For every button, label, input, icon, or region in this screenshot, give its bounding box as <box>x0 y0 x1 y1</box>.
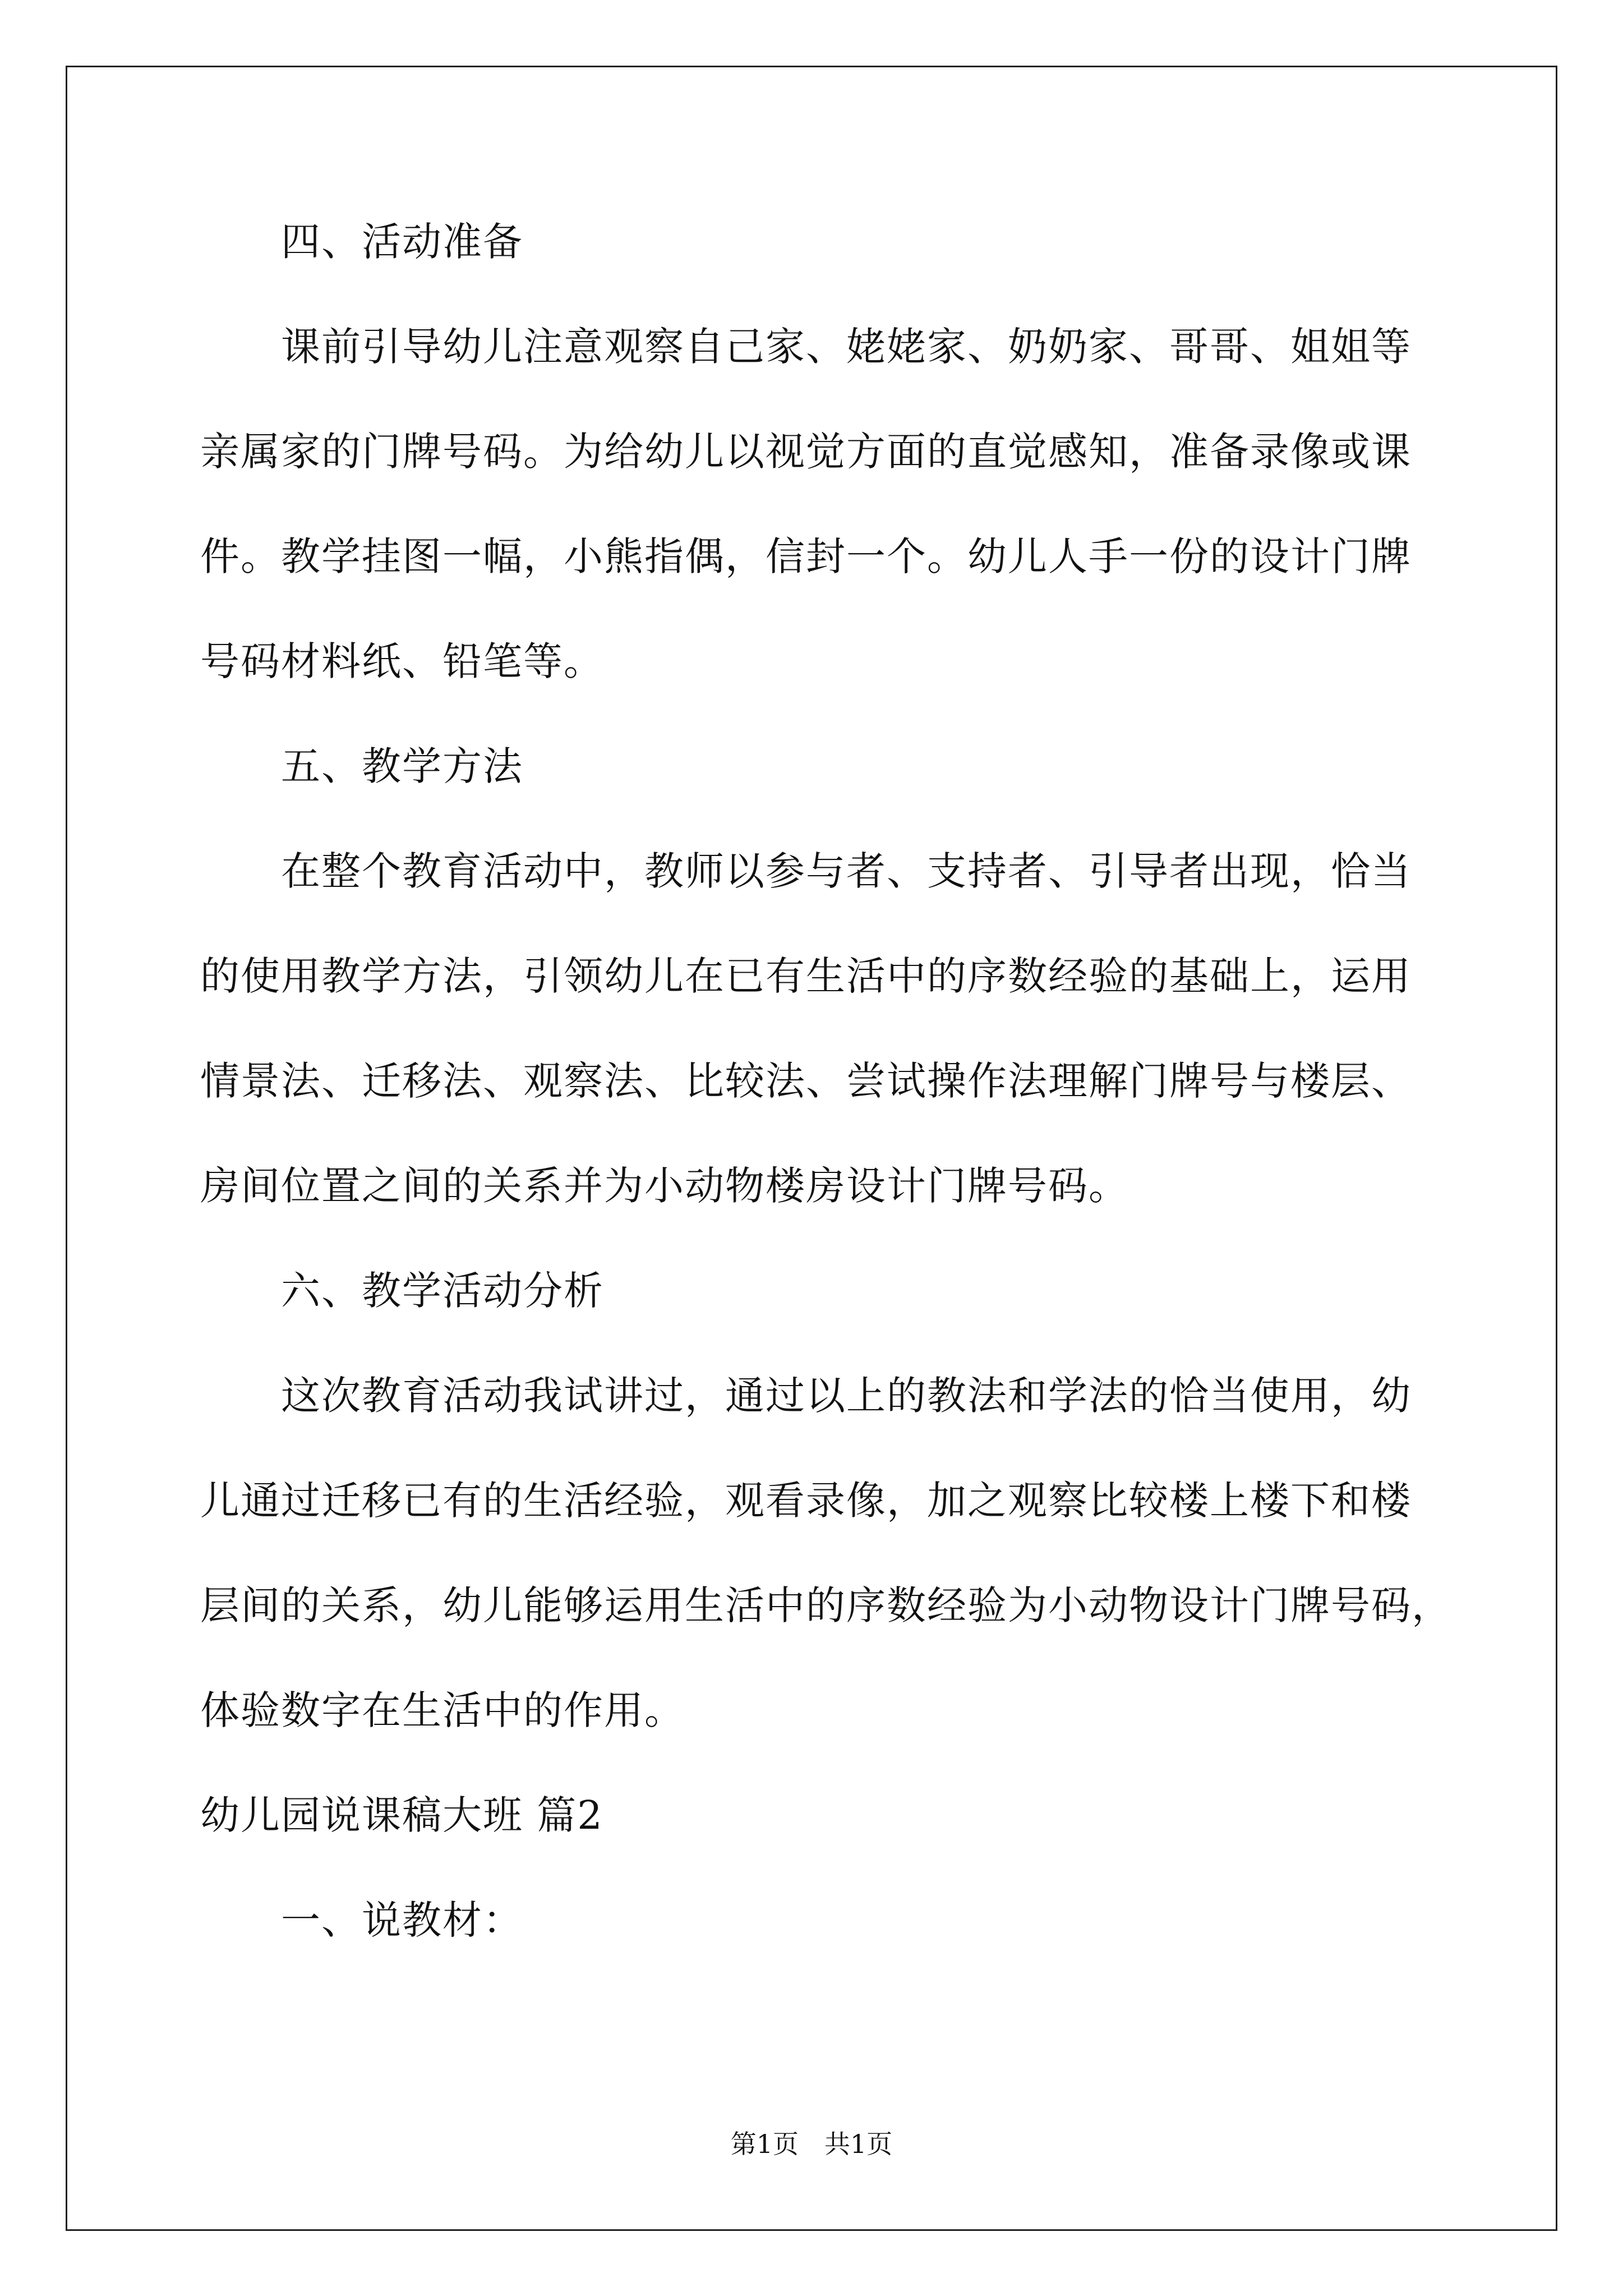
paragraph-line: 层间的关系，幼儿能够运用生活中的序数经验为小动物设计门牌号码， <box>200 1582 1452 1628</box>
article-title: 幼儿园说课稿大班 篇2 <box>200 1792 603 1838</box>
paragraph-line: 件。教学挂图一幅，小熊指偶，信封一个。幼儿人手一份的设计门牌 <box>200 533 1412 579</box>
paragraph-line: 在整个教育活动中，教师以参与者、支持者、引导者出现，恰当 <box>281 848 1412 894</box>
paragraph-line: 体验数字在生活中的作用。 <box>200 1687 685 1733</box>
paragraph-line: 情景法、迁移法、观察法、比较法、尝试操作法理解门牌号与楼层、 <box>200 1058 1412 1104</box>
paragraph-line: 号码材料纸、铅笔等。 <box>200 638 604 684</box>
paragraph-line: 课前引导幼儿注意观察自己家、姥姥家、奶奶家、哥哥、姐姐等 <box>281 324 1412 370</box>
section-heading-5: 五、教学方法 <box>281 743 523 789</box>
section-heading-1: 一、说教材： <box>281 1897 523 1943</box>
paragraph-line: 儿通过迁移已有的生活经验，观看录像，加之观察比较楼上楼下和楼 <box>200 1478 1412 1524</box>
section-heading-4: 四、活动准备 <box>281 219 523 265</box>
paragraph-line: 亲属家的门牌号码。为给幼儿以视觉方面的直觉感知，准备录像或课 <box>200 429 1412 475</box>
paragraph-line: 这次教育活动我试讲过，通过以上的教法和学法的恰当使用，幼 <box>281 1373 1412 1419</box>
page-footer: 第1页 共1页 <box>730 2129 893 2159</box>
section-heading-6: 六、教学活动分析 <box>281 1268 604 1314</box>
paragraph-line: 房间位置之间的关系并为小动物楼房设计门牌号码。 <box>200 1163 1129 1209</box>
paragraph-line: 的使用教学方法，引领幼儿在已有生活中的序数经验的基础上，运用 <box>200 953 1412 999</box>
